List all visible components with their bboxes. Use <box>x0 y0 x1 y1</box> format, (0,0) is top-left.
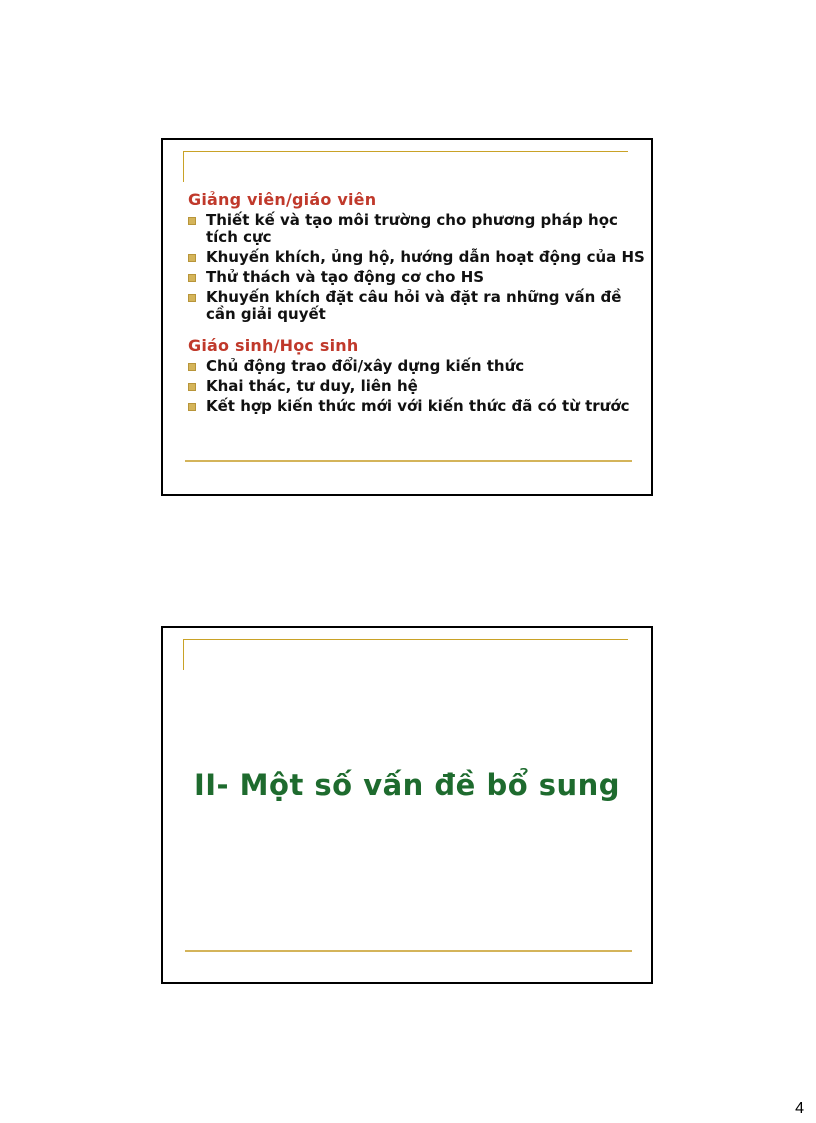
slide-content <box>188 191 653 415</box>
slide-bottom-rule <box>185 950 632 952</box>
square-bullet-icon <box>188 363 196 371</box>
list-item: Thiết kế và tạo môi trường cho phương pháp học tích cực <box>188 212 653 246</box>
square-bullet-icon <box>188 403 196 411</box>
list-item: Chủ động trao đổi/xây dựng kiến thức <box>188 358 653 375</box>
teacher-bullet-list <box>188 212 653 323</box>
section-heading-teacher: Giảng viên/giáo viên <box>188 190 377 209</box>
slide-2 <box>161 626 653 984</box>
slide-bottom-rule <box>185 460 632 462</box>
square-bullet-icon <box>188 254 196 262</box>
list-item: Kết hợp kiến thức mới với kiến thức đã có từ trước <box>188 398 653 415</box>
slide-side-rule <box>183 151 184 182</box>
student-bullet-list <box>188 358 653 415</box>
square-bullet-icon <box>188 274 196 282</box>
section-heading-student: Giáo sinh/Học sinh <box>188 336 359 355</box>
square-bullet-icon <box>188 383 196 391</box>
slide-side-rule <box>183 639 184 670</box>
slide-top-rule <box>183 639 628 640</box>
list-item: Thử thách và tạo động cơ cho HS <box>188 269 653 286</box>
square-bullet-icon <box>188 294 196 302</box>
list-item: Khuyến khích, ủng hộ, hướng dẫn hoạt động của HS <box>188 249 653 266</box>
slide-1 <box>161 138 653 496</box>
list-item: Khai thác, tư duy, liên hệ <box>188 378 653 395</box>
slide-title: II- Một số vấn đề bổ sung <box>193 768 621 802</box>
page-number: 4 <box>795 1100 804 1117</box>
square-bullet-icon <box>188 217 196 225</box>
list-item: Khuyến khích đặt câu hỏi và đặt ra những vấn đề cần giải quyết <box>188 289 653 323</box>
slide-top-rule <box>183 151 628 152</box>
